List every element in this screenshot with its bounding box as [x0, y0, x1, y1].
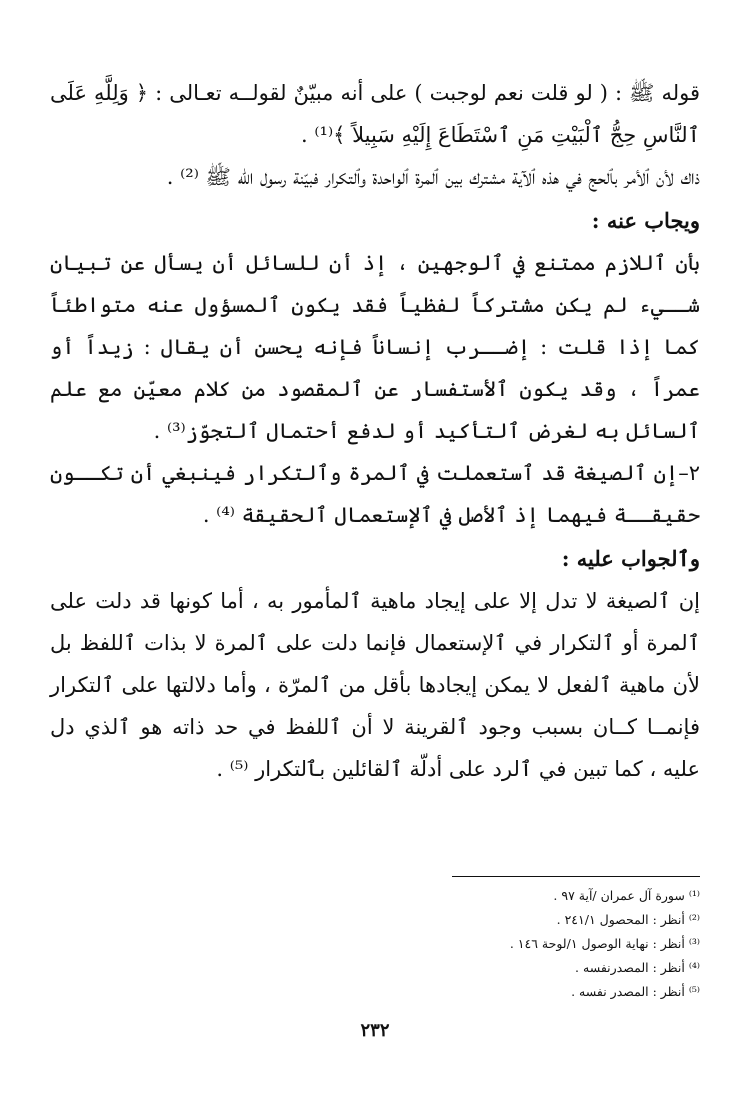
paragraph-verse-explanation: قوله ﷺ : ( لو قلت نعم لوجبت ) على أنه مبيّنٌ لقولــه تعـالى : ﴿ وَلِلَّهِ عَلَى ٱلنَّاسِ حِجُّ ٱلْبَيْتِ مَنِ ٱسْتَطَاعَ إِلَيْهِ سَبِيلاً ﴾⁽¹⁾ .	[50, 81, 700, 147]
footnotes	[300, 884, 700, 1004]
footnote-divider	[452, 876, 700, 877]
paragraph-response-text: بأن ٱللازم ممتنع في ٱلوجهين ، إذ أن للسائل أن يسأل عن تبيان شــيء لم يكن مشتركاً لفظياً فقد يكون ٱلمسؤول عنه متواطئاً كما إذا قلت : إضــرب إنساناً فإنه يحسن أن يقال : زيداً أو عمراً ، وقد يكون ٱلأستفسار عن ٱلمقصود من كلام معيّن مع علم ٱلسائل به لغرض ٱلتأكيد أو لدفع أحتمال ٱلتجوّز⁽³⁾ .	[50, 251, 700, 443]
paragraph-hajj-command: ذاك لأن ٱلأمر بٱلحج في هذه ٱلآية مشترك بين ٱلمرة ٱلواحدة وٱلتكرار فبيّنة رسول الله ﷺ ⁽²⁾ .	[166, 165, 700, 189]
footnote-3: ⁽³⁾ أنظر : نهاية الوصول ١/لوحة ١٤٦ .	[509, 936, 700, 951]
heading-response: ويجاب عنه :	[591, 208, 700, 233]
main-text	[50, 72, 700, 790]
paragraph-answer-text: إن ٱلصيغة لا تدل إلا على إيجاد ماهية ٱلمأمور به ، أما كونها قد دلت على ٱلمرة أو ٱلتكرار في ٱلإستعمال فإنما دلت على ٱلمرة لا بذات ٱللفظ بل لأن ماهية ٱلفعل لا يمكن إيجادها بأقل من ٱلمرّة ، وأما دلالتها على ٱلتكرار فإنمــا كــان بسبب وجود ٱلقرينة لا أن ٱللفظ في حد ذاته هو ٱلذي دل عليه ، كما تبين في ٱلرد على أدلّة ٱلقائلين بٱلتكرار ⁽⁵⁾ .	[50, 589, 700, 781]
page-number: ٢٣٢	[360, 1020, 390, 1041]
footnote-4: ⁽⁴⁾ أنظر : المصدرنفسه .	[575, 960, 700, 975]
heading-answer: وٱلجواب عليه :	[561, 546, 700, 571]
paragraph-point-two: ٢–إن ٱلصيغة قد ٱستعملت في ٱلمرة وٱلتكرار فينبغي أن تكــون حقيقــة فيهما إذ ٱلأصل في ٱلإستعمال ٱلحقيقة ⁽⁴⁾ .	[50, 461, 700, 527]
footnote-5: ⁽⁵⁾ أنظر : المصدر نفسه .	[571, 984, 700, 999]
footnote-1: ⁽¹⁾ سورة آل عمران /آية ٩٧ .	[553, 888, 700, 903]
footnote-2: ⁽²⁾ أنظر : المحصول ٢٤١/١ .	[556, 912, 700, 927]
